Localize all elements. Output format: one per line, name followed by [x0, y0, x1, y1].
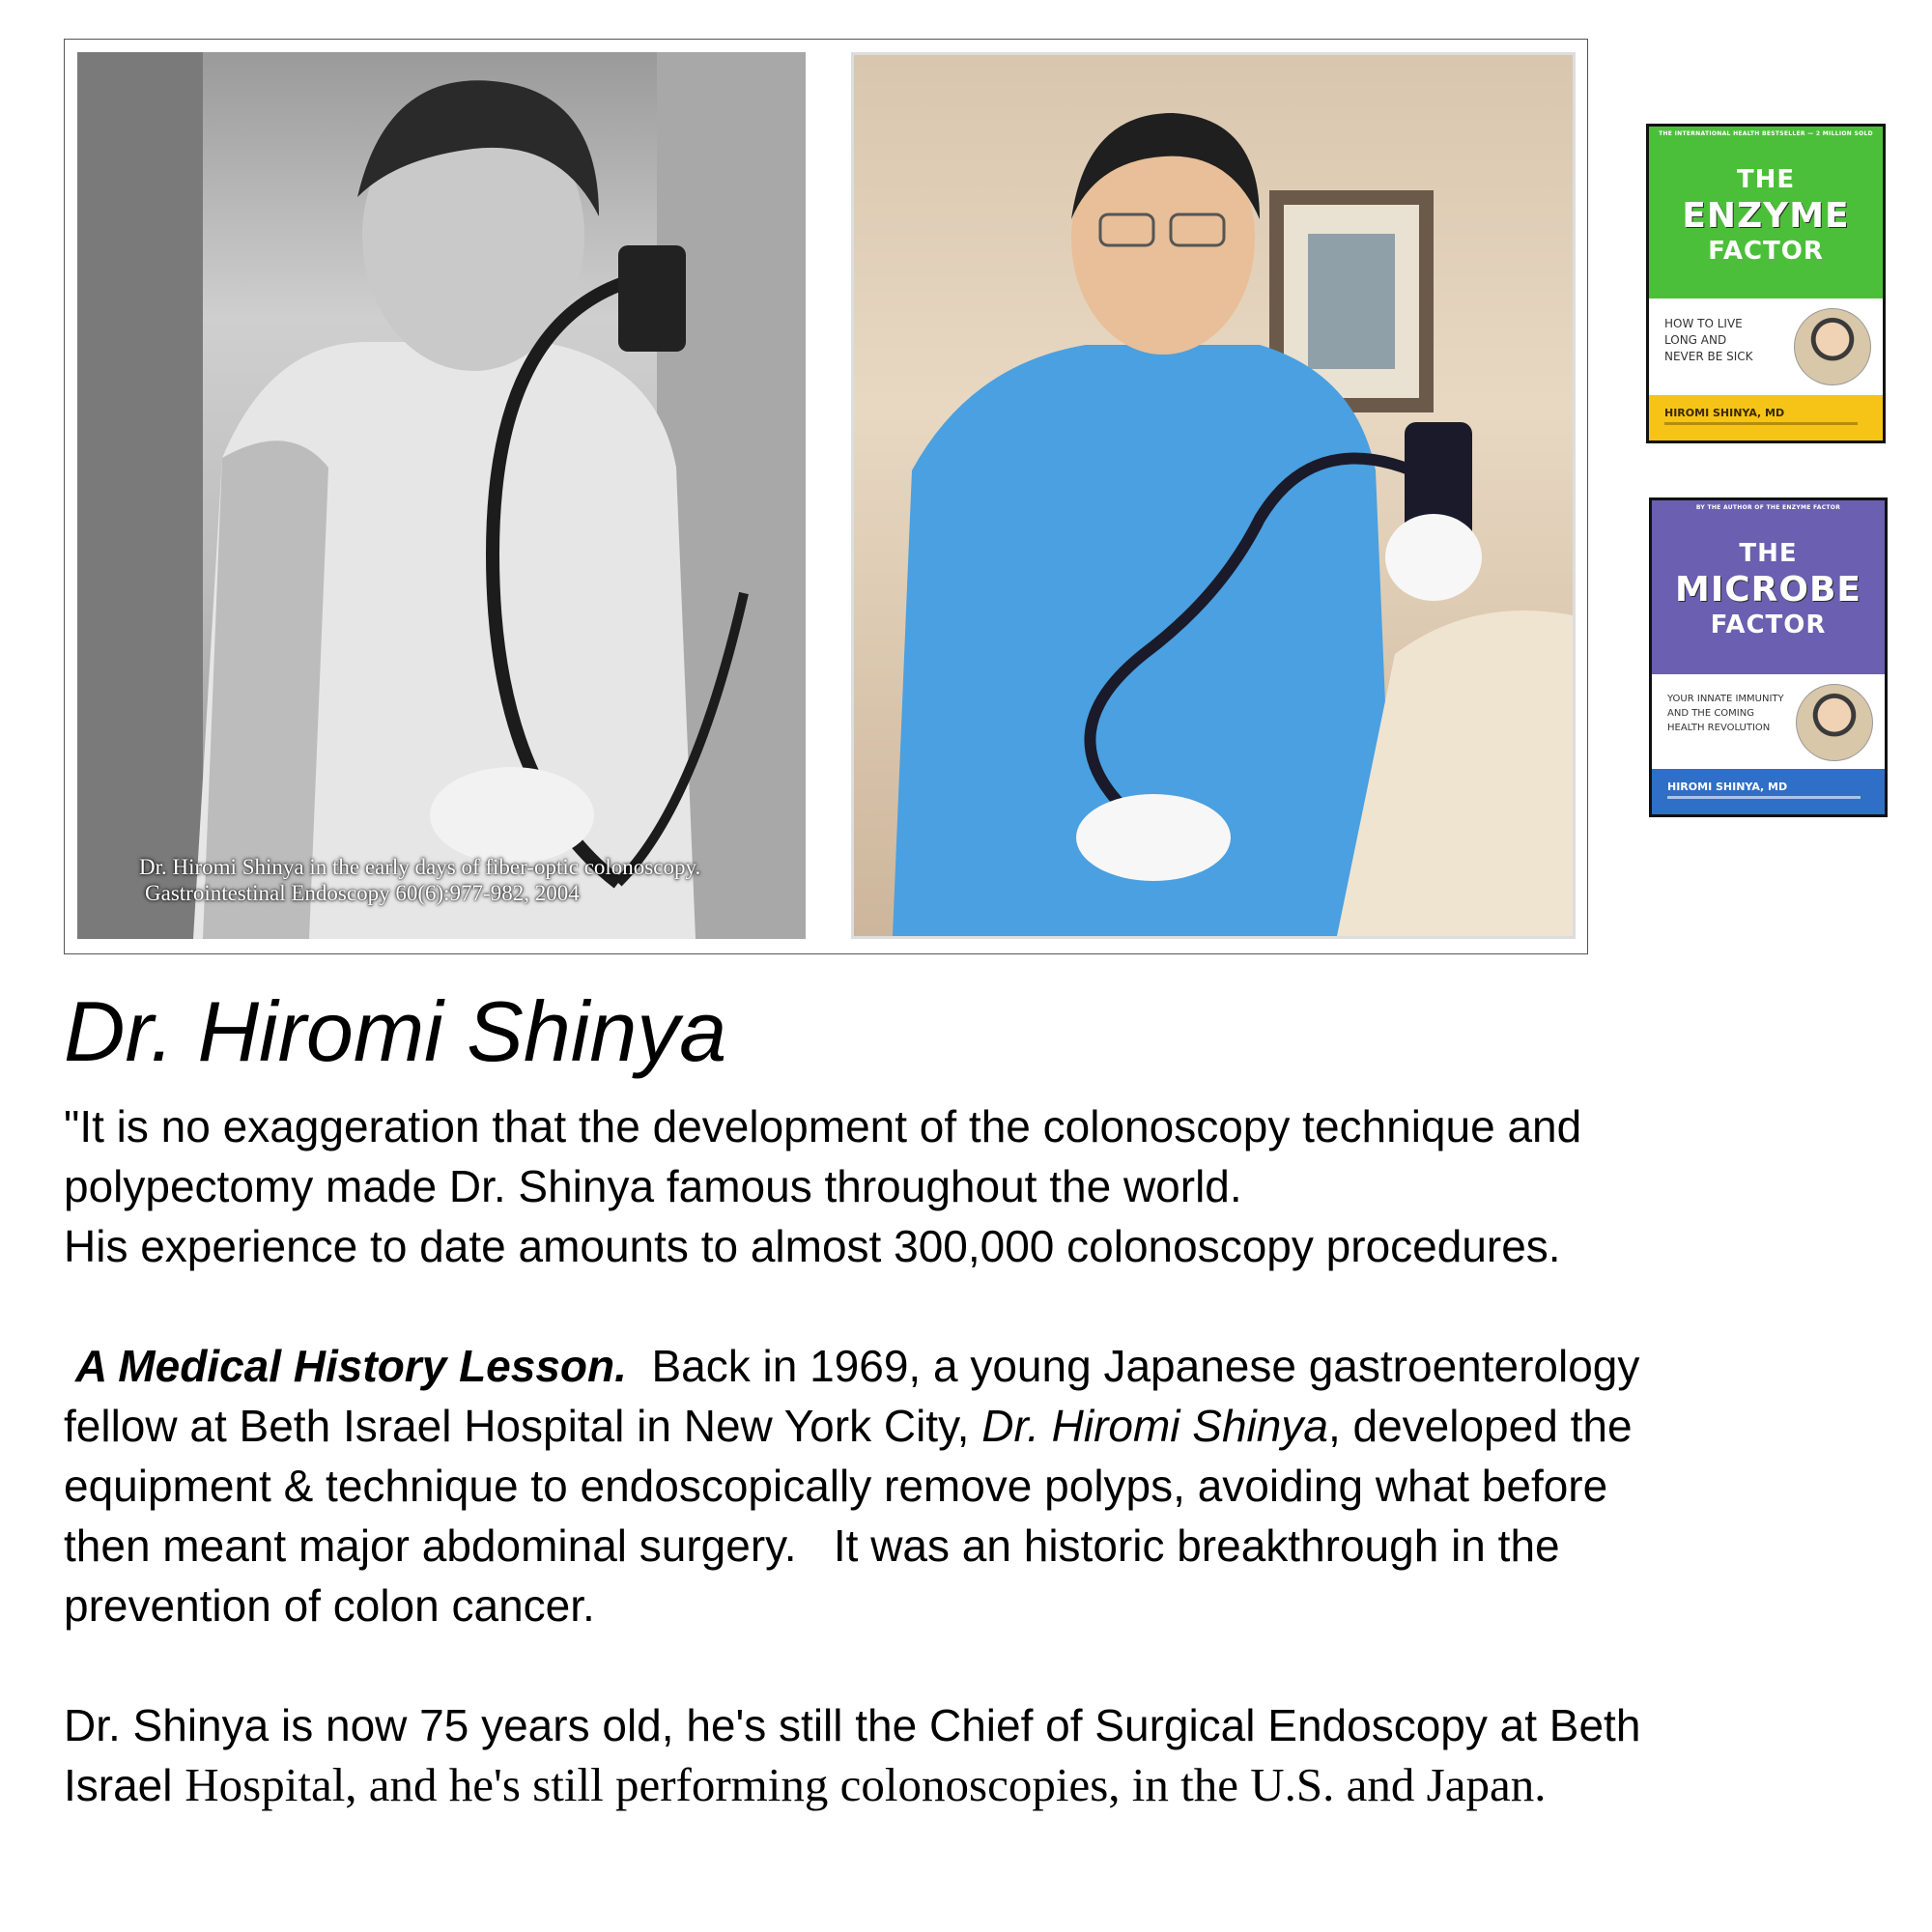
- quote-line-2: polypectomy made Dr. Shinya famous throughout the world.: [64, 1161, 1242, 1211]
- lesson-text-3: , developed the: [1327, 1401, 1633, 1451]
- color-photo-illustration: [854, 55, 1573, 936]
- article-body: [64, 1096, 1899, 1815]
- book-subtitle-line: AND THE COMING: [1667, 708, 1754, 719]
- caption-line-2: Gastrointestinal Endoscopy 60(6):977-982, 2004: [145, 881, 580, 905]
- book-subtitle-line: LONG AND: [1664, 333, 1727, 347]
- microbe-factor-book-cover: [1649, 497, 1888, 817]
- book-tagline: THE INTERNATIONAL HEALTH BESTSELLER — 2 MILLION SOLD: [1659, 130, 1873, 137]
- current-doctor-photo: [851, 52, 1576, 939]
- book-tagline: BY THE AUTHOR OF THE ENZYME FACTOR: [1695, 504, 1841, 511]
- book-title-main: ENZYME: [1682, 196, 1850, 236]
- book-author: HIROMI SHINYA, MD: [1667, 781, 1788, 793]
- closing-paragraph: [64, 1695, 1899, 1815]
- book-subtitle-line: NEVER BE SICK: [1664, 350, 1753, 363]
- book-title-bottom: FACTOR: [1710, 611, 1827, 639]
- book-credentials: [1664, 422, 1858, 425]
- lesson-text-2: fellow at Beth Israel Hospital in New York City,: [64, 1401, 970, 1451]
- book-credentials: [1667, 796, 1861, 799]
- book-subtitle: [1664, 316, 1780, 365]
- photo-caption: [139, 854, 796, 906]
- book-title-main: MICROBE: [1675, 570, 1861, 610]
- book-title-top: THE: [1739, 539, 1798, 568]
- book-subtitle-line: HEALTH REVOLUTION: [1667, 723, 1771, 733]
- history-paragraph: [64, 1336, 1899, 1635]
- bw-photo-illustration: [77, 52, 806, 939]
- photo-frame: [64, 39, 1588, 954]
- book-subtitle-panel: [1649, 298, 1883, 395]
- paragraph-gap: [64, 1276, 1899, 1336]
- lesson-text-1: Back in 1969, a young Japanese gastroenterology: [651, 1341, 1640, 1391]
- book-author: HIROMI SHINYA, MD: [1664, 407, 1785, 419]
- book-subtitle: [1667, 692, 1793, 735]
- book-footer: [1649, 395, 1883, 440]
- early-colonoscopy-photo: [77, 52, 806, 939]
- book-title-bottom: FACTOR: [1708, 237, 1824, 266]
- quote-line-1: "It is no exaggeration that the development of the colonoscopy technique and: [64, 1101, 1582, 1151]
- closing-line-2-serif: Hospital, and he's still performing colonoscopies, in the U.S. and Japan.: [185, 1758, 1547, 1811]
- lesson-name-italic: Dr. Hiromi Shinya: [981, 1401, 1328, 1451]
- paragraph-gap: [64, 1635, 1899, 1695]
- lesson-heading: A Medical History Lesson.: [75, 1341, 627, 1391]
- book-footer: [1652, 769, 1885, 814]
- lesson-text-5: then meant major abdominal surgery. It was an historic breakthrough in the: [64, 1520, 1560, 1571]
- book-subtitle-line: HOW TO LIVE: [1664, 317, 1743, 330]
- lesson-text-6: prevention of colon cancer.: [64, 1580, 595, 1631]
- author-portrait: [1794, 308, 1871, 385]
- lesson-text-4: equipment & technique to endoscopically remove polyps, avoiding what before: [64, 1461, 1608, 1511]
- page-title: Dr. Hiromi Shinya: [64, 983, 727, 1079]
- quote-line-3: His experience to date amounts to almost 300,000 colonoscopy procedures.: [64, 1221, 1561, 1271]
- closing-line-1: Dr. Shinya is now 75 years old, he's still the Chief of Surgical Endoscopy at Beth: [64, 1700, 1641, 1750]
- book-subtitle-panel: [1652, 674, 1885, 771]
- caption-line-1: Dr. Hiromi Shinya in the early days of fiber-optic colonoscopy.: [139, 855, 701, 879]
- book-title-top: THE: [1736, 165, 1796, 194]
- author-portrait: [1796, 684, 1873, 761]
- enzyme-factor-book-cover: [1646, 124, 1886, 443]
- book-subtitle-line: YOUR INNATE IMMUNITY: [1667, 694, 1784, 704]
- closing-line-2-sans: Israel: [64, 1760, 173, 1810]
- quote-paragraph: [64, 1096, 1899, 1276]
